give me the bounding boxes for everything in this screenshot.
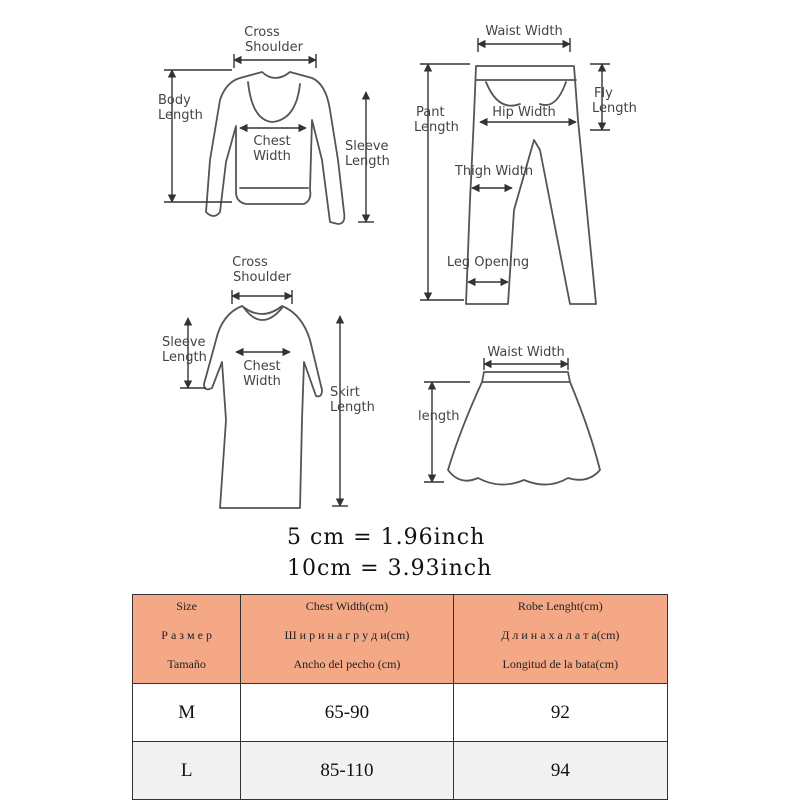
skirt-waist-width-label: Waist Width [487,345,565,360]
dress-sleeve-length-label: Sleeve Length [162,335,207,365]
sweater-figure [158,25,390,224]
sweater-chest-width-label: Chest Width [253,134,291,164]
skirt-outline [448,372,600,485]
sweater-inner-neck [248,82,300,122]
size-table-header-row [133,595,668,684]
sweater-body-length-label: Body Length [158,93,203,123]
size-cell: M [133,684,241,742]
header-robe-length: Robe Lenght(cm) Д л и н а х а л а т а(cm) Longitud de la bata(cm) [453,595,667,684]
size-cell: L [133,742,241,800]
pants-figure [414,24,637,304]
conversion-line-10cm: 10cm = 3.93inch [287,556,493,581]
dress-figure [162,255,375,508]
conversion-line-5cm: 5 cm = 1.96inch [287,525,486,550]
dress-chest-width-label: Chest Width [243,359,281,389]
skirt-figure [418,345,600,485]
table-row [133,742,668,800]
robe-length-cell: 94 [453,742,667,800]
skirt-length-label: length [418,409,460,424]
pants-leg-opening-label: Leg Opening [446,255,530,270]
robe-length-cell: 92 [453,684,667,742]
dress-outline [204,306,322,508]
pants-waist-width-label: Waist Width [485,24,563,39]
size-table [132,594,668,800]
header-size: Size Р а з м е р Tamaño [133,595,241,684]
pants-pant-length-label: Pant Length [414,105,459,135]
pants-thigh-width-label: Thigh Width [454,164,534,179]
pants-fly-length-label: Fly Length [592,86,637,116]
pants-front-pocket [486,82,566,106]
header-chest-width: Chest Width(cm) Ш и р и н а г р у д и(cm) Ancho del pecho (cm) [241,595,453,684]
chest-width-cell: 65-90 [241,684,453,742]
chest-width-cell: 85-110 [241,742,453,800]
sweater-sleeve-length-label: Sleeve Length [345,139,390,169]
dress-cross-shoulder-label: Cross Shoulder [232,255,291,285]
table-row [133,684,668,742]
pants-hip-width-label: Hip Width [492,105,556,120]
dress-skirt-length-label: Skirt Length [330,385,375,415]
sweater-cross-shoulder-label: Cross Shoulder [244,25,303,55]
